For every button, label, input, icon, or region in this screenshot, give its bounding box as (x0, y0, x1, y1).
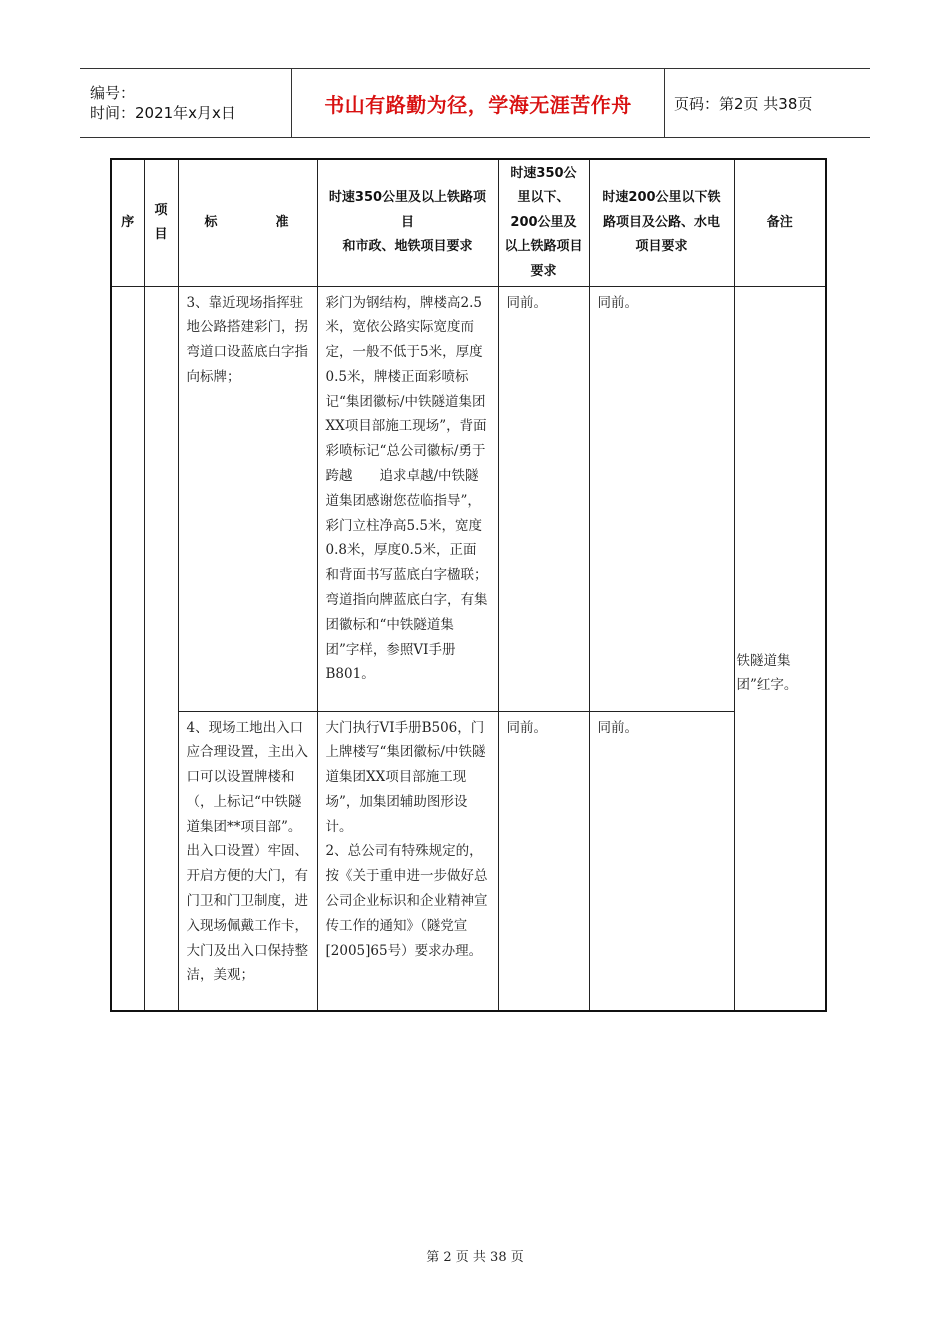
header-motto: 书山有路勤为径，学海无涯苦作舟 (292, 69, 665, 137)
col-header-seq: 序 (111, 159, 144, 286)
speed200-cell: 同前。 (498, 711, 589, 1011)
page-header (80, 68, 870, 138)
speed350-cell: 彩门为钢结构，牌楼高2.5米，宽依公路实际宽度而定，一般不低于5米，厚度0.5米，牌楼正面彩喷标记“集团徽标/中铁隧道集团XX项目部施工现场”，背面彩喷标记“总公司徽标/勇于跨越 追求卓越/中铁隧道集团感谢您莅临指导”，彩门立柱净高5.5米，宽度0.8米，厚度0.5米，正面和背面书写蓝底白字楹联；弯道指向牌蓝底白字，有集团徽标和“中铁隧道集团”字样，参照VI手册B801。 (317, 286, 498, 711)
table-row (111, 711, 826, 1011)
header-meta (80, 69, 292, 137)
remark-text: 铁隧道集团”红字。 (736, 652, 798, 694)
col-header-remark: 备注 (734, 159, 826, 286)
page-footer: 第 2 页 共 38 页 (426, 1250, 524, 1265)
col-header-speed200: 时速350公里以下、200公里及以上铁路项目要求 (498, 159, 589, 286)
below200-cell: 同前。 (589, 711, 734, 1011)
col-header-standard-left: 标 (204, 214, 218, 230)
col-header-speed350: 时速350公里及以上铁路项目 和市政、地铁项目要求 (317, 159, 498, 286)
table-row (111, 286, 826, 711)
col-header-standard-right: 准 (275, 214, 289, 230)
document-number-label: 编号： (90, 84, 136, 102)
remark-cell (734, 286, 826, 1011)
seq-cell (111, 286, 144, 1011)
standards-table (110, 158, 827, 1012)
table-header-row (111, 159, 826, 286)
col-header-standard (178, 159, 317, 286)
col-header-below200: 时速200公里以下铁路项目及公路、水电项目要求 (589, 159, 734, 286)
col-header-item: 项目 (144, 159, 178, 286)
speed350-cell: 大门执行VI手册B506，门上牌楼写“集团徽标/中铁隧道集团XX项目部施工现场”，加集团辅助图形设计。 2、总公司有特殊规定的，按《关于重申进一步做好总公司企业标识和企业精神宣传工作的通知》（隧党宣[2005]65号）要求办理。 (317, 711, 498, 1011)
standard-cell: 4、现场工地出入口应合理设置，主出入口可以设置牌楼和（，上标记“中铁隧道集团**项目部”。出入口设置）牢固、开启方便的大门，有门卫和门卫制度，进入现场佩戴工作卡，大门及出入口保持整洁，美观； (178, 711, 317, 1011)
speed200-cell: 同前。 (498, 286, 589, 711)
document-time-label: 时间：2021年x月x日 (90, 104, 236, 122)
standard-cell: 3、靠近现场指挥驻地公路搭建彩门，拐弯道口设蓝底白字指向标牌； (178, 286, 317, 711)
header-page-label: 页码：第2页 共38页 (674, 94, 813, 113)
below200-cell: 同前。 (589, 286, 734, 711)
item-cell (144, 286, 178, 1011)
